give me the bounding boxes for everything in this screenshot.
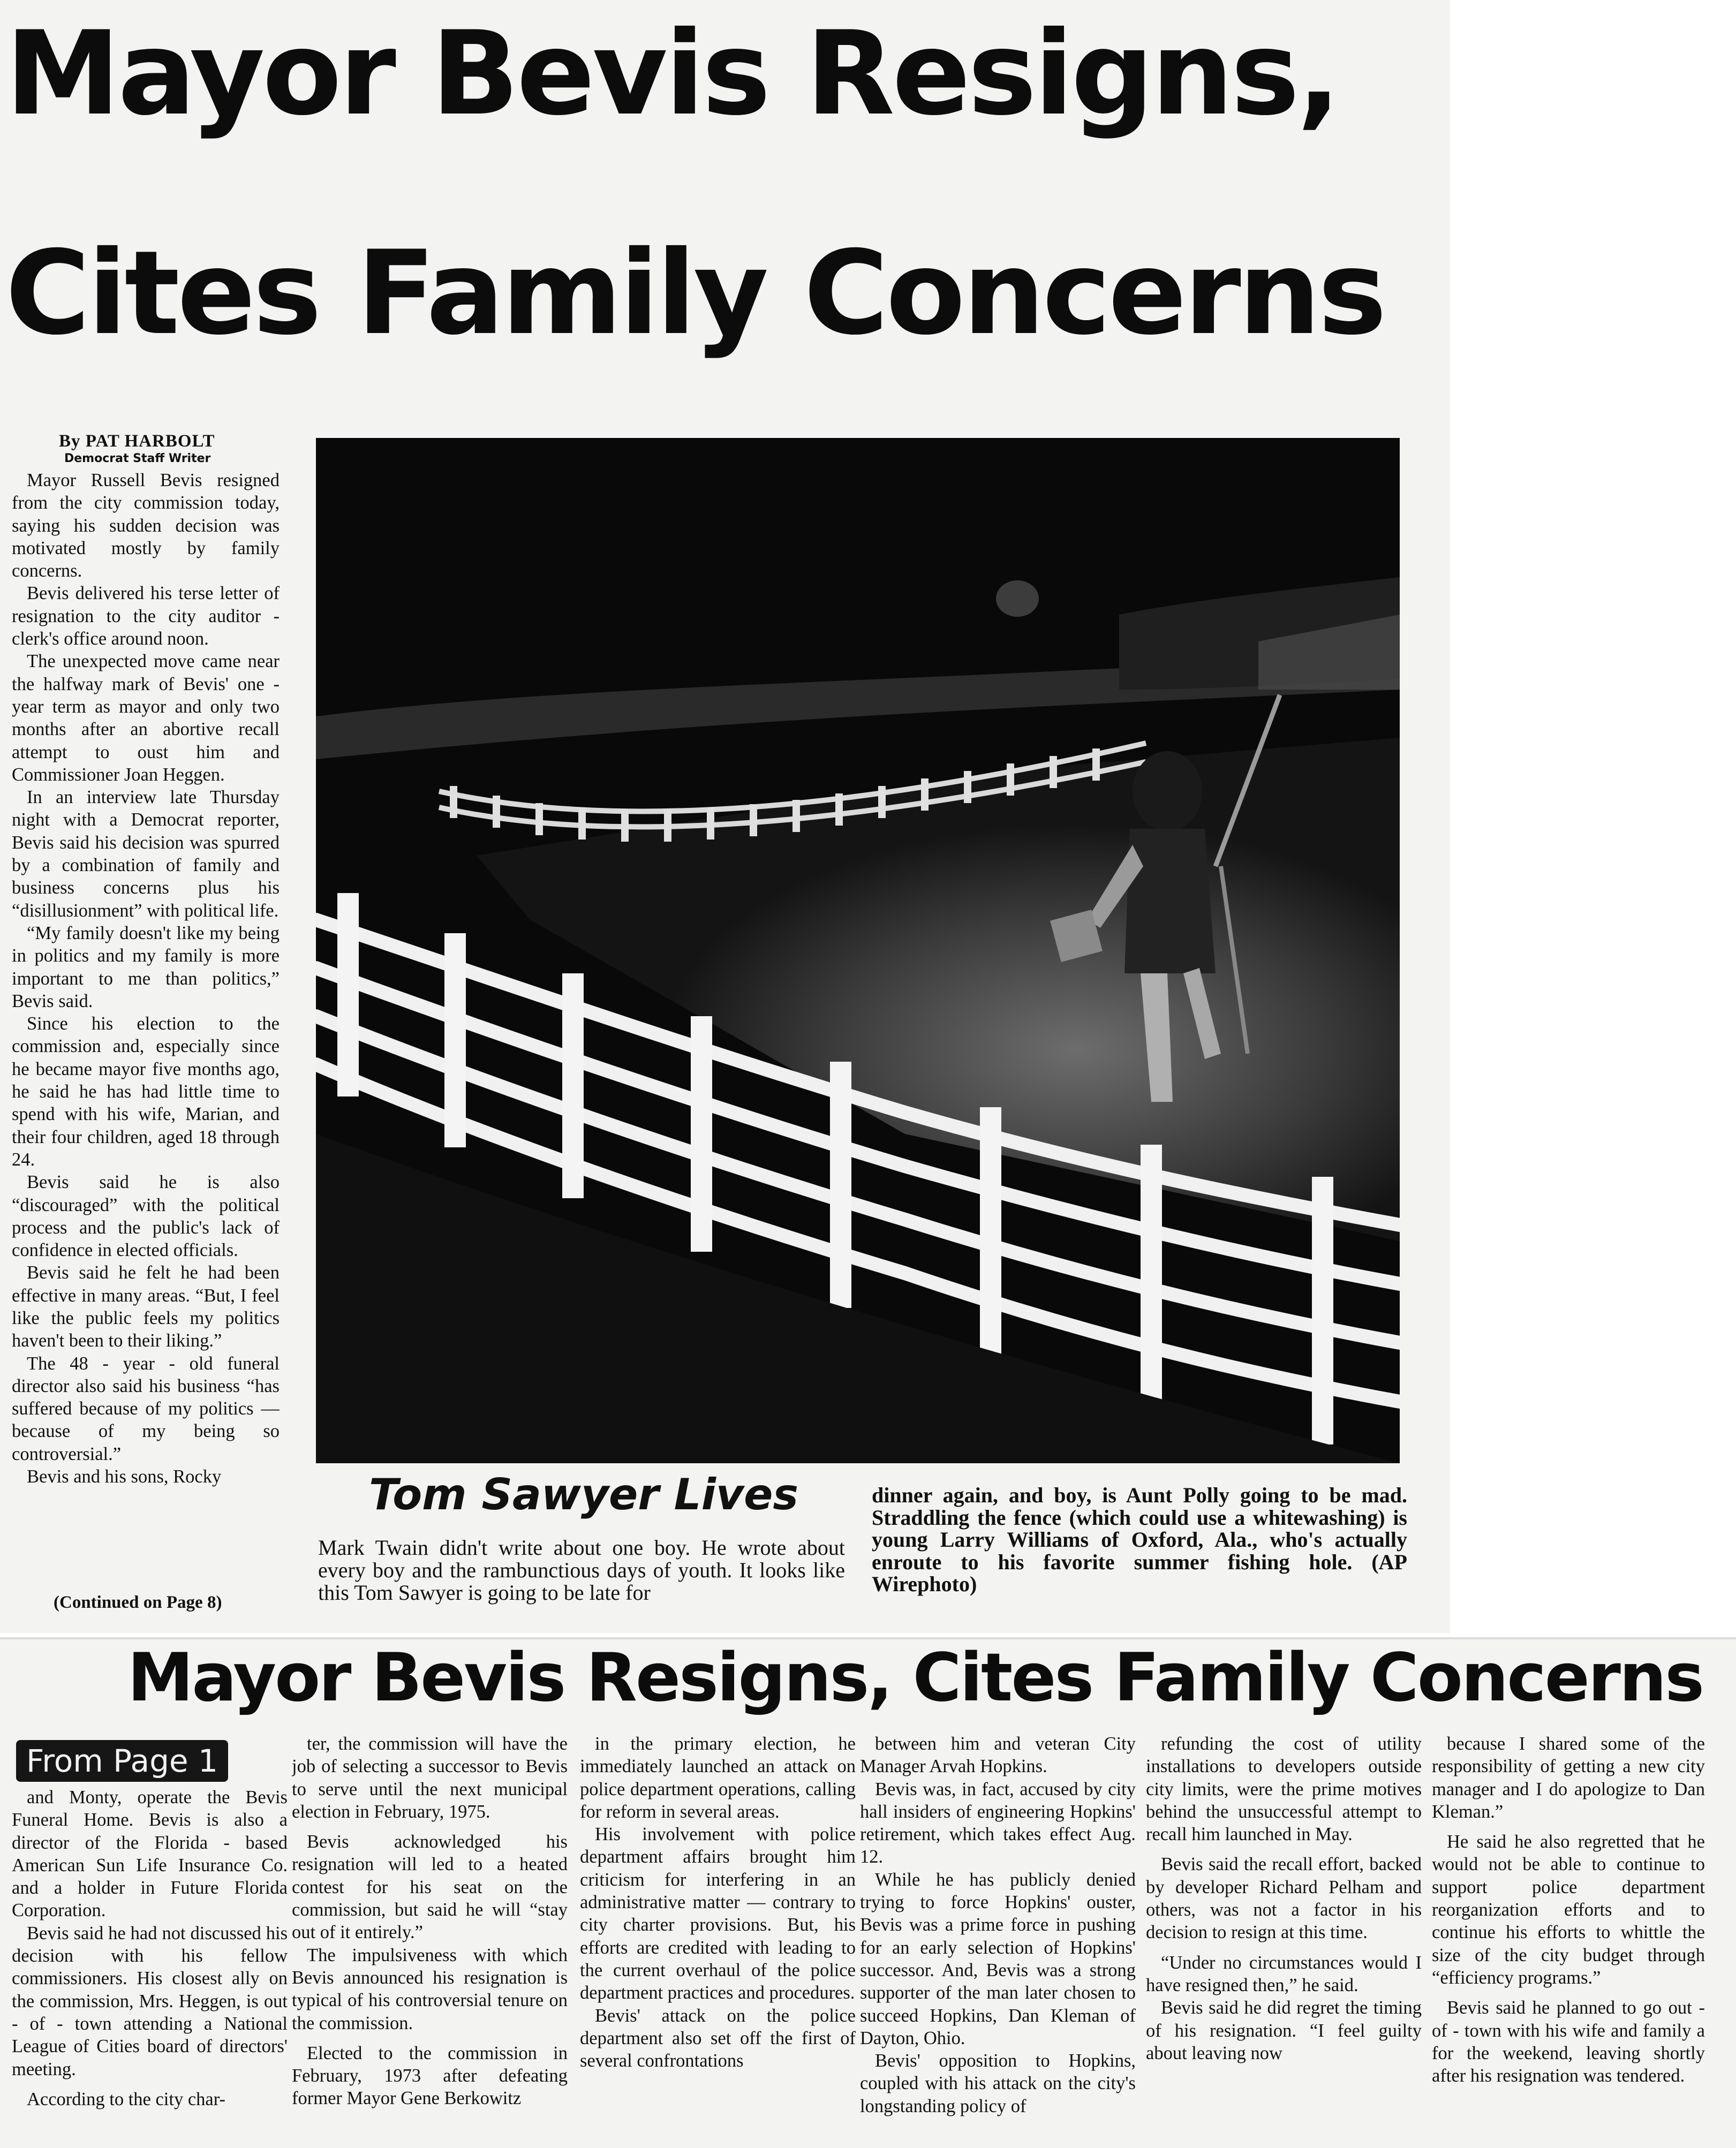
caption-title: Tom Sawyer Lives — [368, 1470, 799, 1519]
continuation-column-5 — [1146, 1733, 1422, 2145]
paragraph: Bevis acknowledged his resignation will led to a heated contest for his seat on the commission, but said he will “stay out of it entirely.” — [292, 1832, 568, 1943]
paragraph: While he has publicly denied trying to force Hopkins' ouster, Bevis was a prime force in pushing for an early selection of Hopkins' successor. And, Bevis was a strong supporter of the man later chosen to succeed Hopkins, Dan Kleman of Dayton, Ohio. — [860, 1869, 1136, 2048]
paragraph: In an interview late Thursday night with a Democrat reporter, Bevis said his decision was spurred by a combination of family and business concerns plus his “disillusionment” with political life. — [12, 787, 280, 921]
continued-note: (Continued on Page 8) — [54, 1593, 222, 1612]
paragraph: Bevis was, in fact, accused by city hall insiders of engineering Hopkins' retirement, which takes effect Aug. 12. — [860, 1779, 1136, 1867]
paragraph: He said he also regretted that he would not be able to continue to support police department reorganization efforts and to continue his efforts to whittle the size of the city budget through “efficiency programs.” — [1432, 1832, 1705, 1988]
paragraph: Bevis said he had not discussed his decision with his fellow commissioners. His closest ally on the commission, Mrs. Heggen, is out - of - town attending a National League of Cities board of directors' meeting. — [12, 1923, 288, 2079]
paragraph: Bevis' opposition to Hopkins, coupled with his attack on the city's longstanding policy of — [860, 2051, 1136, 2116]
headline-line-2: Cites Family Concerns — [5, 226, 1384, 360]
paragraph: The unexpected move came near the halfway mark of Bevis' one - year term as mayor and only two months after an abortive recall attempt to oust him and Commissioner Joan Heggen. — [12, 651, 280, 785]
paragraph: Elected to the commission in February, 1973 after defeating former Mayor Gene Berkowitz — [292, 2043, 568, 2109]
paragraph: Bevis said he felt he had been effective in many areas. “But, I feel like the public feels my politics haven't been to their liking.” — [12, 1262, 280, 1351]
paragraph: Since his election to the commission and, especially since he became mayor five months ago, he said he has had little time to spend with his wife, Marian, and their four children, aged 18 through 24. — [12, 1014, 280, 1170]
paragraph: The 48 - year - old funeral director also said his business “has suffered because of my politics — because of my being so controversial.” — [12, 1353, 280, 1464]
byline: By PAT HARBOLT — [59, 432, 215, 451]
continuation-column-1 — [12, 1786, 288, 2145]
continuation-column-2 — [292, 1733, 568, 2145]
continuation-column-4 — [860, 1733, 1136, 2145]
paragraph: Bevis and his sons, Rocky — [27, 1466, 222, 1487]
news-photo — [316, 438, 1400, 1463]
paragraph: Bevis said he planned to go out - of - town with his wife and family a for the weekend, leaving shortly after his resignation was tendered. — [1432, 1998, 1705, 2086]
paragraph: Bevis said he is also “discouraged” with the political process and the public's lack of confidence in elected officials. — [12, 1172, 280, 1261]
continuation-column-3 — [580, 1733, 856, 2145]
article-column-1 — [12, 469, 280, 1604]
paragraph: Bevis said he did regret the timing of his resignation. “I feel guilty about leaving now — [1146, 1998, 1422, 2063]
paragraph: According to the city char- — [27, 2089, 225, 2109]
boy-on-fence-photo — [316, 438, 1400, 1463]
paragraph: “Under no circumstances would I have resigned then,” he said. — [1146, 1952, 1422, 1995]
caption-right-text: dinner again, and boy, is Aunt Polly going to be mad. Straddling the fence (which could use a whitewashing) is young Larry Williams of Oxford, Ala., who's actually enroute to his favorite summer fishing hole. (AP Wirephoto) — [872, 1483, 1407, 1596]
paragraph: The impulsiveness with which Bevis announced his resignation is typical of his controversial tenure on the commission. — [292, 1945, 568, 2033]
staff-writer-label: Democrat Staff Writer — [64, 452, 211, 465]
paragraph: in the primary election, he immediately launched an attack on police department operations, calling for reform in several areas. — [580, 1734, 856, 1822]
paragraph: Bevis said the recall effort, backed by developer Richard Pelham and others, was not a factor in his decision to resign at this time. — [1146, 1854, 1422, 1943]
headline-line-1: Mayor Bevis Resigns, — [5, 6, 1339, 141]
caption-left-text: Mark Twain didn't write about one boy. He wrote about every boy and the rambunctious days of youth. It looks like this Tom Sawyer is going to be late for — [318, 1536, 845, 1605]
paragraph: Mayor Russell Bevis resigned from the city commission today, saying his sudden decision was motivated mostly by family concerns. — [12, 470, 280, 581]
paragraph: refunding the cost of utility installations to developers outside city limits, were the prime motives behind the unsuccessful attempt to recall him launched in May. — [1146, 1734, 1422, 1845]
continuation-headline: Mayor Bevis Resigns, Cites Family Concerns — [127, 1639, 1703, 1716]
paragraph: and Monty, operate the Bevis Funeral Home. Bevis is also a director of the Florida - based American Sun Life Insurance Co. and a holder in Future Florida Corporation. — [12, 1787, 288, 1921]
continuation-column-6 — [1432, 1733, 1705, 2145]
paragraph: between him and veteran City Manager Arvah Hopkins. — [860, 1734, 1136, 1777]
from-page-label: From Page 1 — [16, 1740, 228, 1782]
paragraph: because I shared some of the responsibility of getting a new city manager and I do apologize to Dan Kleman.” — [1432, 1734, 1705, 1822]
paragraph: ter, the commission will have the job of selecting a successor to Bevis to serve until the next municipal election in February, 1975. — [292, 1734, 568, 1822]
paragraph: Bevis' attack on the police department also set off the first of several confrontations — [580, 2005, 856, 2071]
paragraph: Bevis delivered his terse letter of resignation to the city auditor - clerk's office around noon. — [12, 583, 280, 649]
paragraph: “My family doesn't like my being in politics and my family is more important to me than politics,” Bevis said. — [12, 922, 280, 1011]
paragraph: His involvement with police department affairs brought him criticism for interfering in an administrative matter — contrary to city charter provisions. But, his efforts are credited with leading to the current overhaul of the police department practices and procedures. — [580, 1824, 856, 2003]
